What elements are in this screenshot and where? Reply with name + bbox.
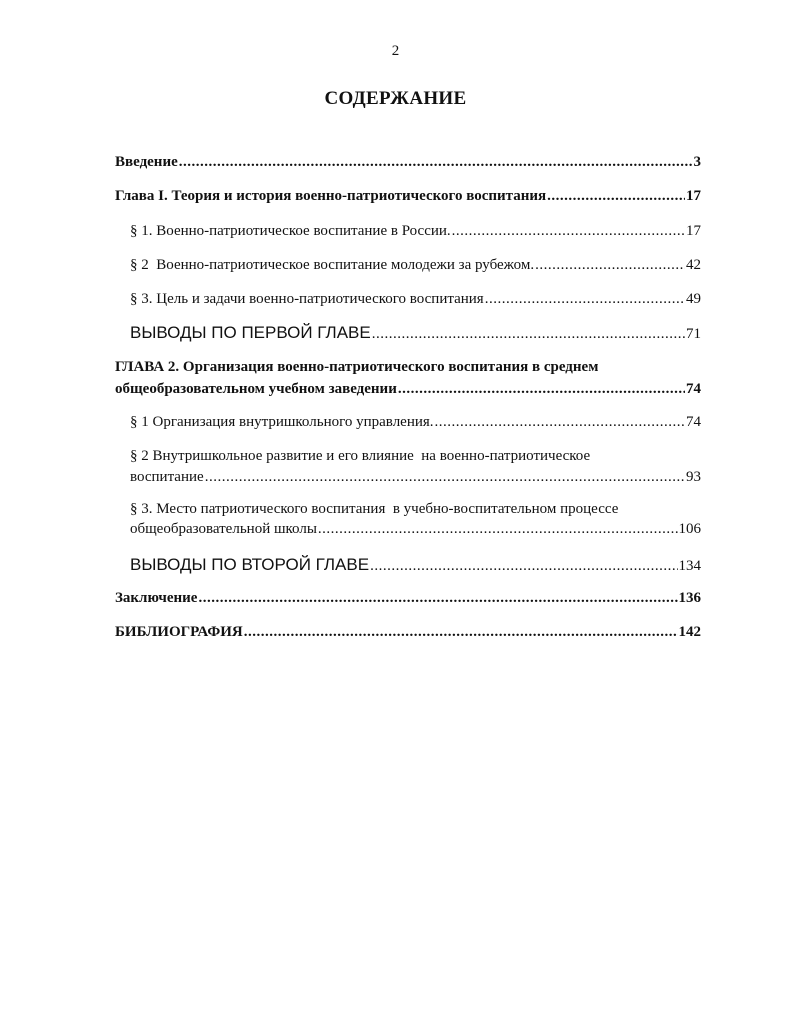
page-number: 2 (391, 43, 400, 59)
toc-leader-dots (452, 223, 685, 240)
toc-entry-label: БИБЛИОГРАФИЯ (115, 624, 243, 640)
toc-leader-dots (485, 291, 685, 308)
toc-entry-label: § 3. Цель и задачи военно-патриотического воспитания (130, 291, 484, 307)
toc-entry-chapter-1[interactable] (115, 188, 701, 205)
toc-leader-dots (205, 469, 685, 486)
toc-entry-page: 142 (678, 624, 701, 640)
toc-entry-page: 17 (686, 188, 701, 204)
toc-entry-section-2-2-line1[interactable]: § 2 Внутришкольное развитие и его влияние на военно-патриотическое (130, 448, 591, 464)
toc-entry-label: Глава I. Теория и история военно-патриотического воспитания (115, 188, 547, 204)
toc-leader-dots (547, 188, 685, 205)
toc-entry-label: § 2 Военно-патриотическое воспитание молодежи за рубежом. (130, 257, 535, 273)
toc-entry-section-2-3-line1[interactable]: § 3. Место патриотического воспитания в учебно-воспитательном процессе (130, 501, 619, 517)
toc-entry-label: Введение (115, 154, 178, 170)
toc-entry-section-1-3[interactable] (130, 291, 701, 308)
toc-leader-dots (370, 558, 677, 575)
toc-entry-label: воспитание (130, 469, 204, 485)
toc-entry-conclusions-chapter-1[interactable] (130, 323, 701, 343)
toc-leader-dots (435, 414, 685, 431)
toc-entry-label: § 1. Военно-патриотическое воспитание в России. (130, 223, 451, 239)
toc-entry-chapter-2-line1[interactable]: ГЛАВА 2. Организация военно-патриотического воспитания в среднем (115, 359, 599, 375)
toc-entry-label: § 1 Организация внутришкольного управления. (130, 414, 434, 430)
toc-entry-section-2-1[interactable] (130, 414, 701, 431)
toc-entry-label: общеобразовательной школы (130, 521, 317, 537)
toc-leader-dots (179, 154, 693, 171)
toc-leader-dots (318, 521, 678, 538)
toc-entry-introduction[interactable] (115, 154, 701, 171)
toc-entry-conclusion[interactable] (115, 590, 701, 607)
toc-entry-section-1-1[interactable] (130, 223, 701, 240)
toc-entry-page: 17 (686, 223, 701, 239)
toc-entry-page: 3 (693, 154, 701, 170)
toc-leader-dots (398, 381, 685, 398)
toc-entry-page: 71 (686, 326, 701, 342)
toc-entry-label: ВЫВОДЫ ПО ВТОРОЙ ГЛАВЕ (130, 555, 370, 574)
toc-entry-label: Заключение (115, 590, 198, 606)
toc-entry-page: 74 (686, 381, 701, 397)
toc-leader-dots (244, 624, 678, 641)
toc-leader-dots (535, 257, 685, 274)
toc-entry-chapter-2[interactable] (115, 381, 701, 398)
toc-entry-conclusions-chapter-2[interactable] (130, 555, 701, 575)
toc-entry-label: общеобразовательном учебном заведении (115, 381, 397, 397)
toc-entry-page: 106 (678, 521, 701, 537)
toc-leader-dots (372, 326, 685, 343)
toc-entry-page: 49 (686, 291, 701, 307)
toc-entry-label: ВЫВОДЫ ПО ПЕРВОЙ ГЛАВЕ (130, 323, 371, 342)
toc-entry-page: 42 (686, 257, 701, 273)
toc-entry-page: 134 (678, 558, 701, 574)
toc-entry-page: 74 (686, 414, 701, 430)
toc-entry-section-2-3[interactable] (130, 521, 701, 538)
toc-entry-section-2-2[interactable] (130, 469, 701, 486)
toc-leader-dots (198, 590, 677, 607)
page-title: СОДЕРЖАНИЕ (324, 88, 467, 109)
toc-entry-page: 136 (678, 590, 701, 606)
toc-entry-bibliography[interactable] (115, 624, 701, 641)
toc-entry-page: 93 (686, 469, 701, 485)
toc-entry-section-1-2[interactable] (130, 257, 701, 274)
